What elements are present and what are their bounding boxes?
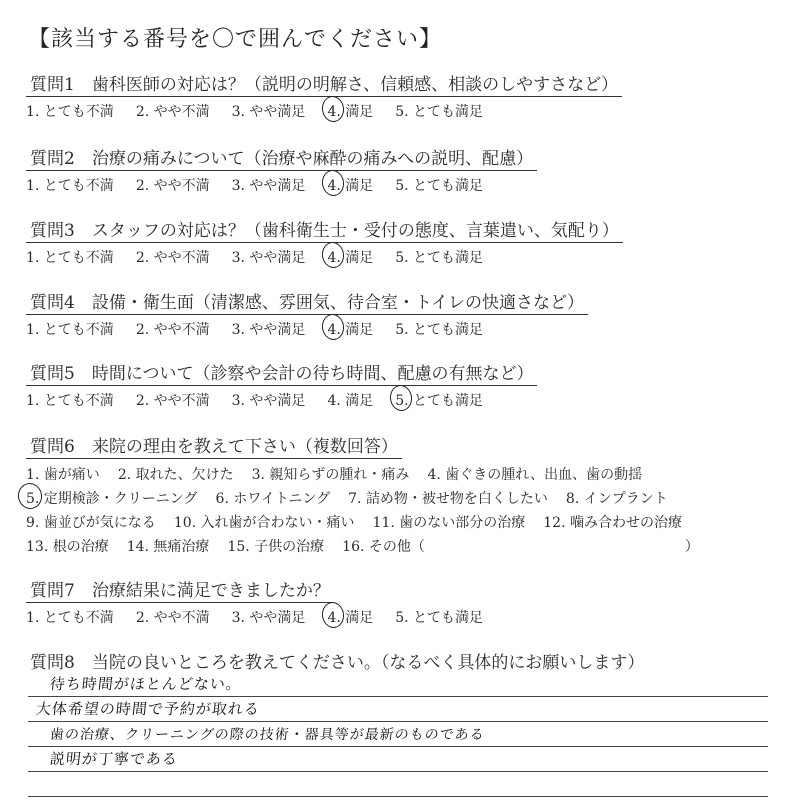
q5-option-2[interactable]: 2. やや不満 <box>135 393 210 409</box>
q1-option-3[interactable]: 3. やや満足 <box>231 104 306 120</box>
question-4-title: 質問4 設備・衛生面（清潔感、雰囲気、待合室・トイレの快適さなど） <box>26 288 588 315</box>
reason-row-1 <box>26 463 786 487</box>
q5-option-4[interactable]: 4. 満足 <box>327 393 374 409</box>
q2-option-5[interactable]: 5. とても満足 <box>395 178 484 194</box>
q4-option-2[interactable]: 2. やや不満 <box>135 322 210 338</box>
question-2-title: 質問2 治療の痛みについて（治療や麻酔の痛みへの説明、配慮） <box>26 144 537 171</box>
reason-option-11[interactable]: 11. 歯のない部分の治療 <box>372 515 526 531</box>
reason-option-6[interactable]: 6. ホワイトニング <box>215 491 331 507</box>
question-2 <box>26 144 786 195</box>
reason-row-3 <box>26 511 786 535</box>
q2-option-2[interactable]: 2. やや不満 <box>135 178 210 194</box>
reason-option-7[interactable]: 7. 詰め物・被せ物を白くしたい <box>348 491 548 507</box>
reason-option-4[interactable]: 4. 歯ぐきの腫れ、出血、歯の動揺 <box>427 467 643 483</box>
q7-option-3[interactable]: 3. やや満足 <box>231 610 306 626</box>
reason-option-5[interactable]: 5. 定期検診・クリーニング <box>26 487 198 511</box>
q7-option-4[interactable]: 4. 満足 <box>327 607 373 627</box>
question-8-title: 質問8 当院の良いところを教えてください。（なるべく具体的にお願いします） <box>30 653 645 673</box>
answer-lines <box>28 672 768 797</box>
question-5-options <box>26 390 786 410</box>
question-1 <box>26 70 786 121</box>
q5-option-1[interactable]: 1. とても不満 <box>26 393 114 409</box>
question-1-options <box>26 101 786 121</box>
reason-row-2 <box>26 487 786 511</box>
question-6-title: 質問6 来院の理由を教えて下さい（複数回答） <box>26 432 402 459</box>
q1-option-4[interactable]: 4. 満足 <box>327 101 373 121</box>
question-5-title: 質問5 時間について（診察や会計の待ち時間、配慮の有無など） <box>26 359 537 386</box>
question-2-options <box>26 175 786 195</box>
question-7-title: 質問7 治療結果に満足できましたか？ <box>26 576 334 603</box>
reason-option-16[interactable]: 16. その他（ <box>342 539 425 555</box>
handwritten-answer-1: 待ち時間がほとんどない。 <box>49 675 243 693</box>
reason-option-12[interactable]: 12. 噛み合わせの治療 <box>543 515 682 531</box>
question-4-options <box>26 319 786 339</box>
q4-option-4[interactable]: 4. 満足 <box>327 319 373 339</box>
q1-option-5[interactable]: 5. とても満足 <box>395 104 484 120</box>
q3-option-5[interactable]: 5. とても満足 <box>395 250 484 266</box>
handwritten-answer-4: 説明が丁寧である <box>49 750 179 768</box>
reason-option-14[interactable]: 14. 無痛治療 <box>126 539 210 555</box>
question-7-options <box>26 607 786 627</box>
q3-option-3[interactable]: 3. やや満足 <box>231 250 306 266</box>
q1-option-2[interactable]: 2. やや不満 <box>135 104 210 120</box>
question-6 <box>26 432 786 559</box>
question-8 <box>26 648 786 674</box>
reason-option-1[interactable]: 1. 歯が痛い <box>26 467 100 483</box>
question-1-title: 質問1 歯科医師の対応は？（説明の明解さ、信頼感、相談のしやすさなど） <box>26 70 622 97</box>
q3-option-2[interactable]: 2. やや不満 <box>135 250 210 266</box>
other-close-paren: ） <box>684 539 699 555</box>
question-6-reasons <box>26 463 786 559</box>
answer-line-2[interactable] <box>28 697 768 722</box>
q2-option-4[interactable]: 4. 満足 <box>327 175 373 195</box>
q7-option-2[interactable]: 2. やや不満 <box>135 610 210 626</box>
reason-option-10[interactable]: 10. 入れ歯が合わない・痛い <box>173 515 355 531</box>
reason-option-2[interactable]: 2. 取れた、欠けた <box>117 467 234 483</box>
question-3 <box>26 216 786 267</box>
question-7 <box>26 576 786 627</box>
q4-option-3[interactable]: 3. やや満足 <box>231 322 306 338</box>
handwritten-answer-3: 歯の治療、クリーニングの際の技術・器具等が最新のものである <box>49 727 486 743</box>
q7-option-5[interactable]: 5. とても満足 <box>395 610 484 626</box>
reason-option-15[interactable]: 15. 子供の治療 <box>227 539 325 555</box>
q7-option-1[interactable]: 1. とても不満 <box>26 610 114 626</box>
question-5 <box>26 359 786 410</box>
question-3-title: 質問3 スタッフの対応は？（歯科衛生士・受付の態度、言葉遣い、気配り） <box>26 216 623 243</box>
reason-option-13[interactable]: 13. 根の治療 <box>26 539 109 555</box>
q2-option-1[interactable]: 1. とても不満 <box>26 178 114 194</box>
form-title: 【該当する番号を〇で囲んでください】 <box>28 27 443 52</box>
reason-option-9[interactable]: 9. 歯並びが気になる <box>26 515 156 531</box>
q2-option-3[interactable]: 3. やや満足 <box>231 178 306 194</box>
q4-option-5[interactable]: 5. とても満足 <box>395 322 484 338</box>
q5-option-5[interactable]: 5. とても満足 <box>395 390 483 410</box>
answer-line-4[interactable] <box>28 747 768 772</box>
answer-line-5[interactable] <box>28 772 768 797</box>
answer-line-1[interactable] <box>28 672 768 697</box>
handwritten-answer-2: 大体希望の時間で予約が取れる <box>35 700 261 718</box>
q4-option-1[interactable]: 1. とても不満 <box>26 322 114 338</box>
reason-option-8[interactable]: 8. インプラント <box>565 491 668 507</box>
reason-option-3[interactable]: 3. 親知らずの腫れ・痛み <box>251 467 410 483</box>
q3-option-1[interactable]: 1. とても不満 <box>26 250 114 266</box>
question-4 <box>26 288 786 339</box>
q3-option-4[interactable]: 4. 満足 <box>327 247 373 267</box>
q1-option-1[interactable]: 1. とても不満 <box>26 104 114 120</box>
reason-row-4 <box>26 535 786 559</box>
answer-line-3[interactable] <box>28 722 768 747</box>
question-3-options <box>26 247 786 267</box>
q5-option-3[interactable]: 3. やや満足 <box>231 393 306 409</box>
